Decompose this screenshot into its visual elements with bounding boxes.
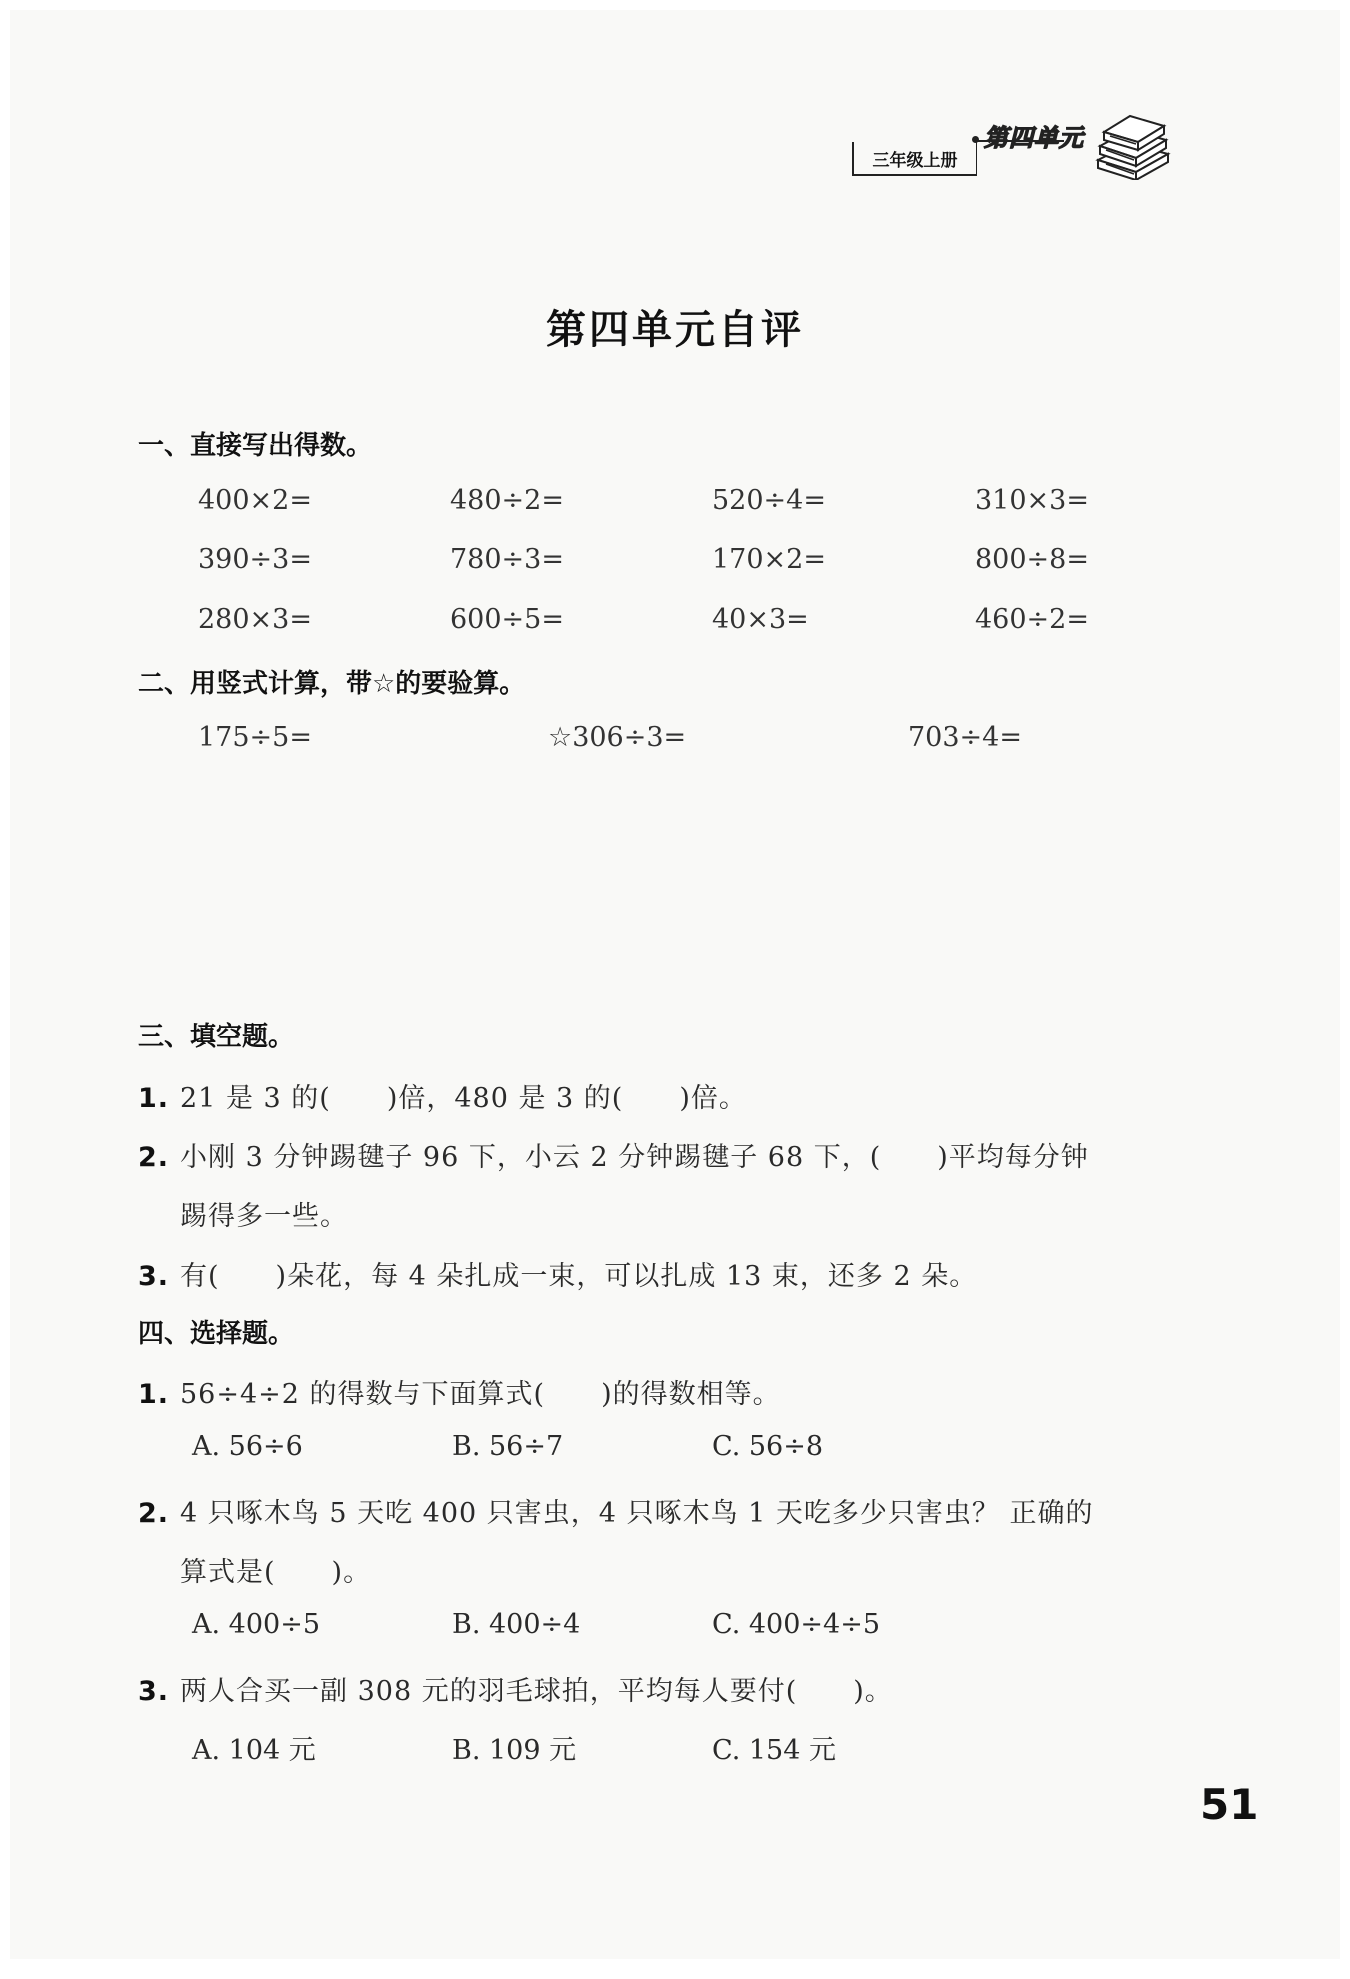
oral-calc-item: 280×3= <box>198 604 312 635</box>
oral-calc-item: 40×3= <box>712 604 809 635</box>
oral-calc-item: 400×2= <box>198 485 312 516</box>
option-a: A. 400÷5 <box>192 1609 320 1640</box>
choice-question <box>138 1372 781 1411</box>
vertical-calc-item: ☆306÷3= <box>548 722 687 753</box>
oral-calc-item: 520÷4= <box>712 485 826 516</box>
vertical-calc-item: 175÷5= <box>198 722 312 753</box>
oral-calc-item: 600÷5= <box>450 604 564 635</box>
vertical-calc-item: 703÷4= <box>908 722 1022 753</box>
choice-question <box>138 1669 893 1708</box>
question-number: 1. <box>138 1083 170 1114</box>
unit-header-badge <box>848 110 1188 190</box>
question-text: 有( )朵花，每 4 朵扎成一束，可以扎成 13 束，还多 2 朵。 <box>180 1261 978 1292</box>
section-1-heading: 一、直接写出得数。 <box>138 431 373 461</box>
question-number: 3. <box>138 1261 170 1292</box>
question-text-continued: 算式是( )。 <box>180 1557 372 1588</box>
page-number: 51 <box>1200 1780 1259 1829</box>
option-c: C. 56÷8 <box>712 1431 824 1462</box>
option-a: A. 104 元 <box>192 1735 316 1766</box>
question-number: 1. <box>138 1379 170 1410</box>
choice-question <box>138 1491 1094 1530</box>
option-a: A. 56÷6 <box>192 1431 303 1462</box>
section-3-heading: 三、填空题。 <box>138 1022 295 1052</box>
question-text: 56÷4÷2 的得数与下面算式( )的得数相等。 <box>180 1379 781 1410</box>
option-b: B. 56÷7 <box>452 1431 564 1462</box>
worksheet-page <box>10 10 1340 1959</box>
question-text-continued: 踢得多一些。 <box>180 1201 348 1232</box>
fill-question <box>138 1254 977 1293</box>
option-b: B. 400÷4 <box>452 1609 581 1640</box>
section-4-heading: 四、选择题。 <box>138 1319 295 1349</box>
oral-calc-item: 390÷3= <box>198 544 312 575</box>
question-number: 2. <box>138 1498 170 1529</box>
fill-question <box>138 1135 1089 1174</box>
option-c: C. 400÷4÷5 <box>712 1609 880 1640</box>
question-text: 4 只啄木鸟 5 天吃 400 只害虫，4 只啄木鸟 1 天吃多少只害虫？ 正确的 <box>180 1498 1094 1529</box>
oral-calc-item: 460÷2= <box>975 604 1089 635</box>
option-b: B. 109 元 <box>452 1735 577 1766</box>
question-number: 2. <box>138 1142 170 1173</box>
oral-calc-item: 170×2= <box>712 544 826 575</box>
oral-calc-item: 780÷3= <box>450 544 564 575</box>
option-c: C. 154 元 <box>712 1735 836 1766</box>
oral-calc-item: 480÷2= <box>450 485 564 516</box>
question-text: 21 是 3 的( )倍，480 是 3 的( )倍。 <box>180 1083 747 1114</box>
books-icon <box>1092 110 1172 180</box>
unit-label: 第四单元 <box>984 124 1084 152</box>
section-2-heading: 二、用竖式计算，带☆的要验算。 <box>138 669 526 699</box>
question-number: 3. <box>138 1676 170 1707</box>
question-text: 小刚 3 分钟踢毽子 96 下，小云 2 分钟踢毽子 68 下，( )平均每分钟 <box>180 1142 1089 1173</box>
fill-question <box>138 1076 747 1115</box>
grade-label: 三年级上册 <box>852 142 977 176</box>
question-text: 两人合买一副 308 元的羽毛球拍，平均每人要付( )。 <box>180 1676 893 1707</box>
oral-calc-item: 310×3= <box>975 485 1089 516</box>
oral-calc-item: 800÷8= <box>975 544 1089 575</box>
badge-dot <box>972 136 979 143</box>
page-title: 第四单元自评 <box>546 306 804 353</box>
